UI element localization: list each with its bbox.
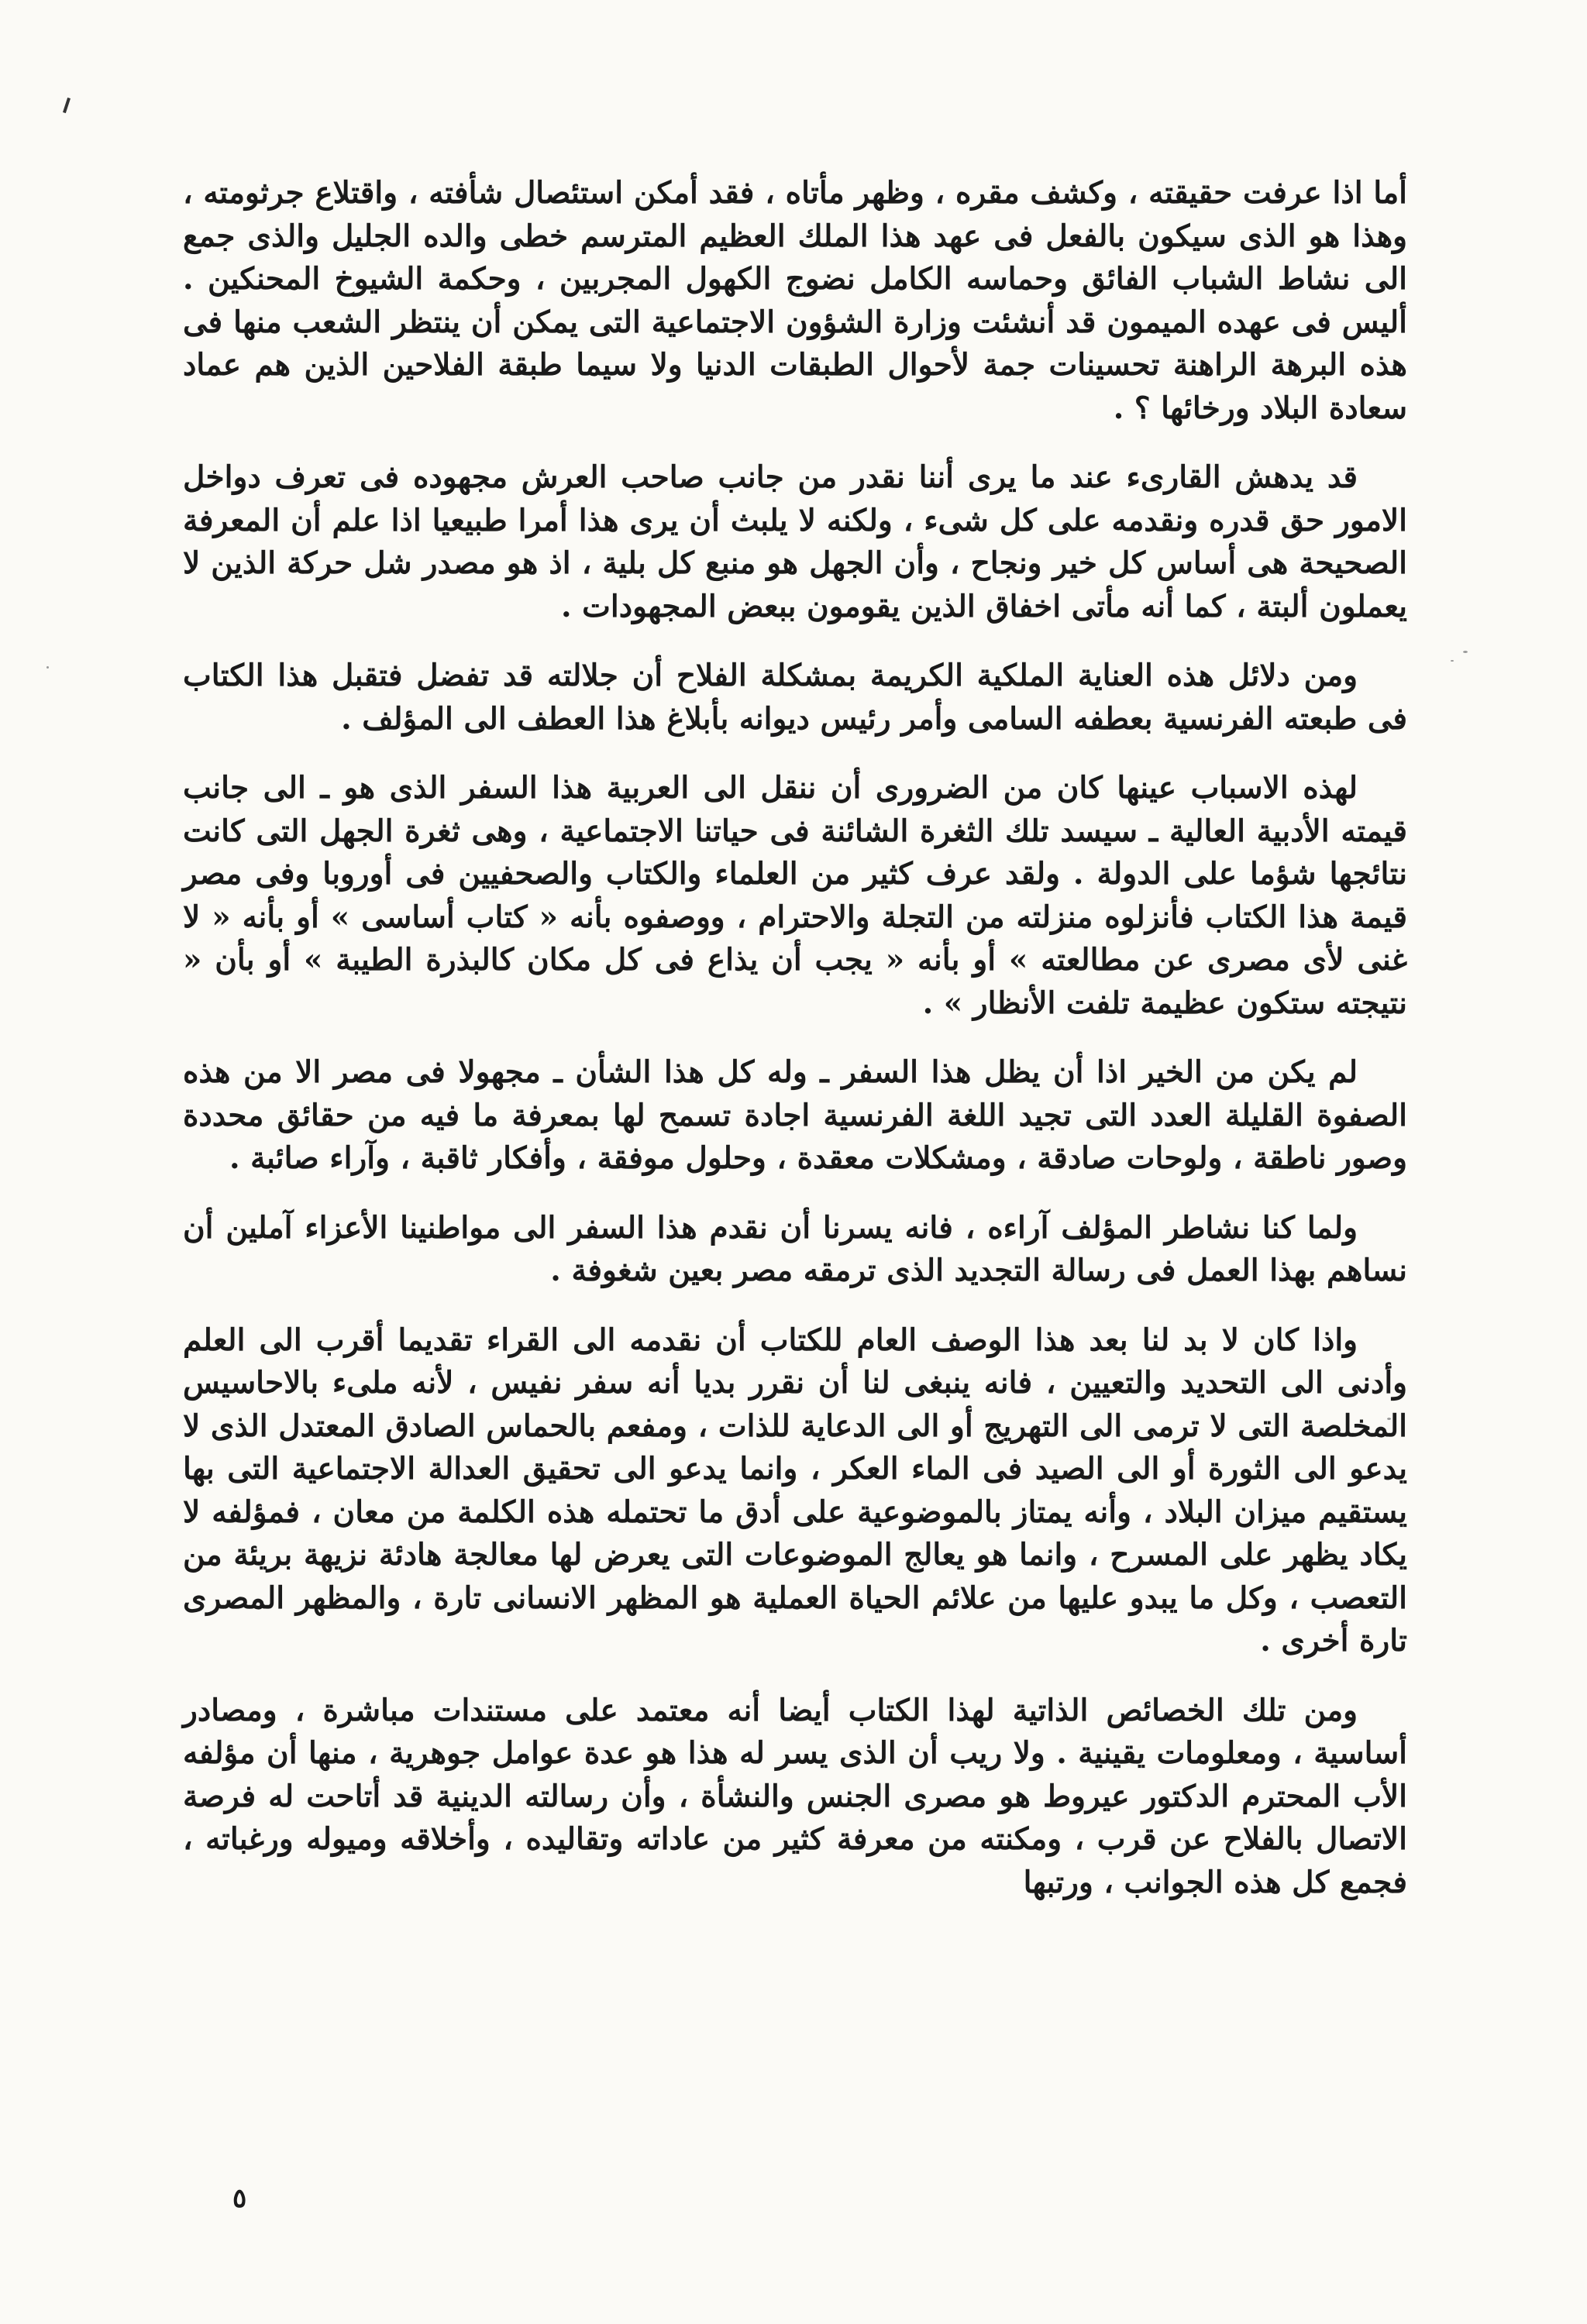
paragraph-text: لهذه الاسباب عينها كان من الضرورى أن ننقل الى العربية هذا السفر الذى هو ـ الى جانب قيمته الأدبية العالية ـ سيسد تلك الثغرة الشائنة فى حياتنا الاجتماعية ، وهى ثغرة الجهل التى كانت نتائجها شؤما على الدولة . ولقد عرف كثير من العلماء والكتاب والصحفيين فى أوروبا وفى مصر قيمة هذا الكتاب فأنزلوه منزلته من التجلة والاحترام ، ووصفوه بأنه « كتاب أساسى » أو بأنه « لا غنى لأى مصرى عن مطالعته » أو بأنه « يجب أن يذاع فى كل مكان كالبذرة الطيبة » أو بأن « نتيجته ستكون عظيمة تلفت الأنظار » . <box>183 770 1407 1021</box>
paragraph-7 <box>183 1319 1407 1663</box>
paragraph-4 <box>183 767 1407 1025</box>
paragraph-3 <box>183 655 1407 741</box>
paper-speck <box>1451 660 1454 662</box>
paragraph-text: قد يدهش القارىء عند ما يرى أننا نقدر من جانب صاحب العرش مجهوده فى تعرف دواخل الامور حق قدره ونقدمه على كل شىء ، ولكنه لا يلبث أن يرى هذا أمرا طبيعيا اذا علم أن المعرفة الصحيحة هى أساس كل خير ونجاح ، وأن الجهل هو منبع كل بلية ، اذ هو مصدر شل حركة الذين لا يعملون ألبتة ، كما أنه مأتى اخفاق الذين يقومون ببعض المجهودات . <box>183 459 1407 624</box>
stray-mark <box>63 98 71 113</box>
paper-speck <box>1463 651 1468 653</box>
paragraph-text: أما اذا عرفت حقيقته ، وكشف مقره ، وظهر مأتاه ، فقد أمكن استئصال شأفته ، واقتلاع جرثومته ، وهذا هو الذى سيكون بالفعل فى عهد هذا الملك العظيم المترسم خطى والده الجليل والذى جمع الى نشاط الشباب الفائق وحماسه الكامل نضوج الكهول المجربين ، وحكمة الشيوخ المحنكين . أليس فى عهده الميمون قد أنشئت وزارة الشؤون الاجتماعية التى يمكن أن ينتظر الشعب منها فى هذه البرهة الراهنة تحسينات جمة لأحوال الطبقات الدنيا ولا سيما طبقة الفلاحين الذين هم عماد سعادة البلاد ورخائها ؟ . <box>183 175 1407 426</box>
body-text <box>183 172 1407 1930</box>
paper-speck <box>46 666 49 669</box>
paragraph-text: واذا كان لا بد لنا بعد هذا الوصف العام للكتاب أن نقدمه الى القراء تقديما أقرب الى العلم وأدنى الى التحديد والتعيين ، فانه ينبغى لنا أن نقرر بديا أنه سفر نفيس ، لأنه ملىء بالاحاسيس المخلصة التى لا ترمى الى التهريج أو الى الدعاية للذات ، ومفعم بالحماس الصادق المعتدل الذى لا يدعو الى الثورة أو الى الصيد فى الماء العكر ، وانما يدعو الى تحقيق العدالة الاجتماعية التى بها يستقيم ميزان البلاد ، وأنه يمتاز بالموضوعية على أدق ما تحتمله هذه الكلمة من معان ، فمؤلفه لا يكاد يظهر على المسرح ، وانما هو يعالج الموضوعات التى يعرض لها معالجة هادئة نزيهة بريئة من التعصب ، وكل ما يبدو عليها من علائم الحياة العملية هو المظهر الانسانى تارة ، والمظهر المصرى تارة أخرى . <box>183 1322 1407 1659</box>
paragraph-2 <box>183 456 1407 628</box>
paragraph-text: ولما كنا نشاطر المؤلف آراءه ، فانه يسرنا أن نقدم هذا السفر الى مواطنينا الأعزاء آملين أن نساهم بهذا العمل فى رسالة التجديد الذى ترمقه مصر بعين شغوفة . <box>183 1209 1407 1288</box>
paragraph-text: لم يكن من الخير اذا أن يظل هذا السفر ـ وله كل هذا الشأن ـ مجهولا فى مصر الا من هذه الصفوة القليلة العدد التى تجيد اللغة الفرنسية اجادة تسمح لها بمعرفة ما فيه من حقائق محددة وصور ناطقة ، ولوحات صادقة ، ومشكلات معقدة ، وحلول موفقة ، وأفكار ثاقبة ، وآراء صائبة . <box>183 1054 1407 1176</box>
paragraph-1 <box>183 172 1407 430</box>
page-number: ٥ <box>232 2183 247 2214</box>
paragraph-text: ومن تلك الخصائص الذاتية لهذا الكتاب أيضا أنه معتمد على مستندات مباشرة ، ومصادر أساسية ، ومعلومات يقينية . ولا ريب أن الذى يسر له هذا هو عدة عوامل جوهرية ، منها أن مؤلفه الأب المحترم الدكتور عيروط هو مصرى الجنس والنشأة ، وأن رسالته الدينية قد أتاحت له فرصة الاتصال بالفلاح عن قرب ، ومكنته من معرفة كثير من عاداته وتقاليده ، وأخلاقه وميوله ورغباته ، فجمع كل هذه الجوانب ، ورتبها <box>183 1692 1407 1900</box>
paragraph-5 <box>183 1051 1407 1181</box>
paragraph-8 <box>183 1690 1407 1905</box>
paragraph-text: ومن دلائل هذه العناية الملكية الكريمة بمشكلة الفلاح أن جلالته قد تفضل فتقبل هذا الكتاب فى طبعته الفرنسية بعطفه السامى وأمر رئيس ديوانه بأبلاغ هذا العطف الى المؤلف . <box>183 658 1407 737</box>
paragraph-6 <box>183 1207 1407 1293</box>
